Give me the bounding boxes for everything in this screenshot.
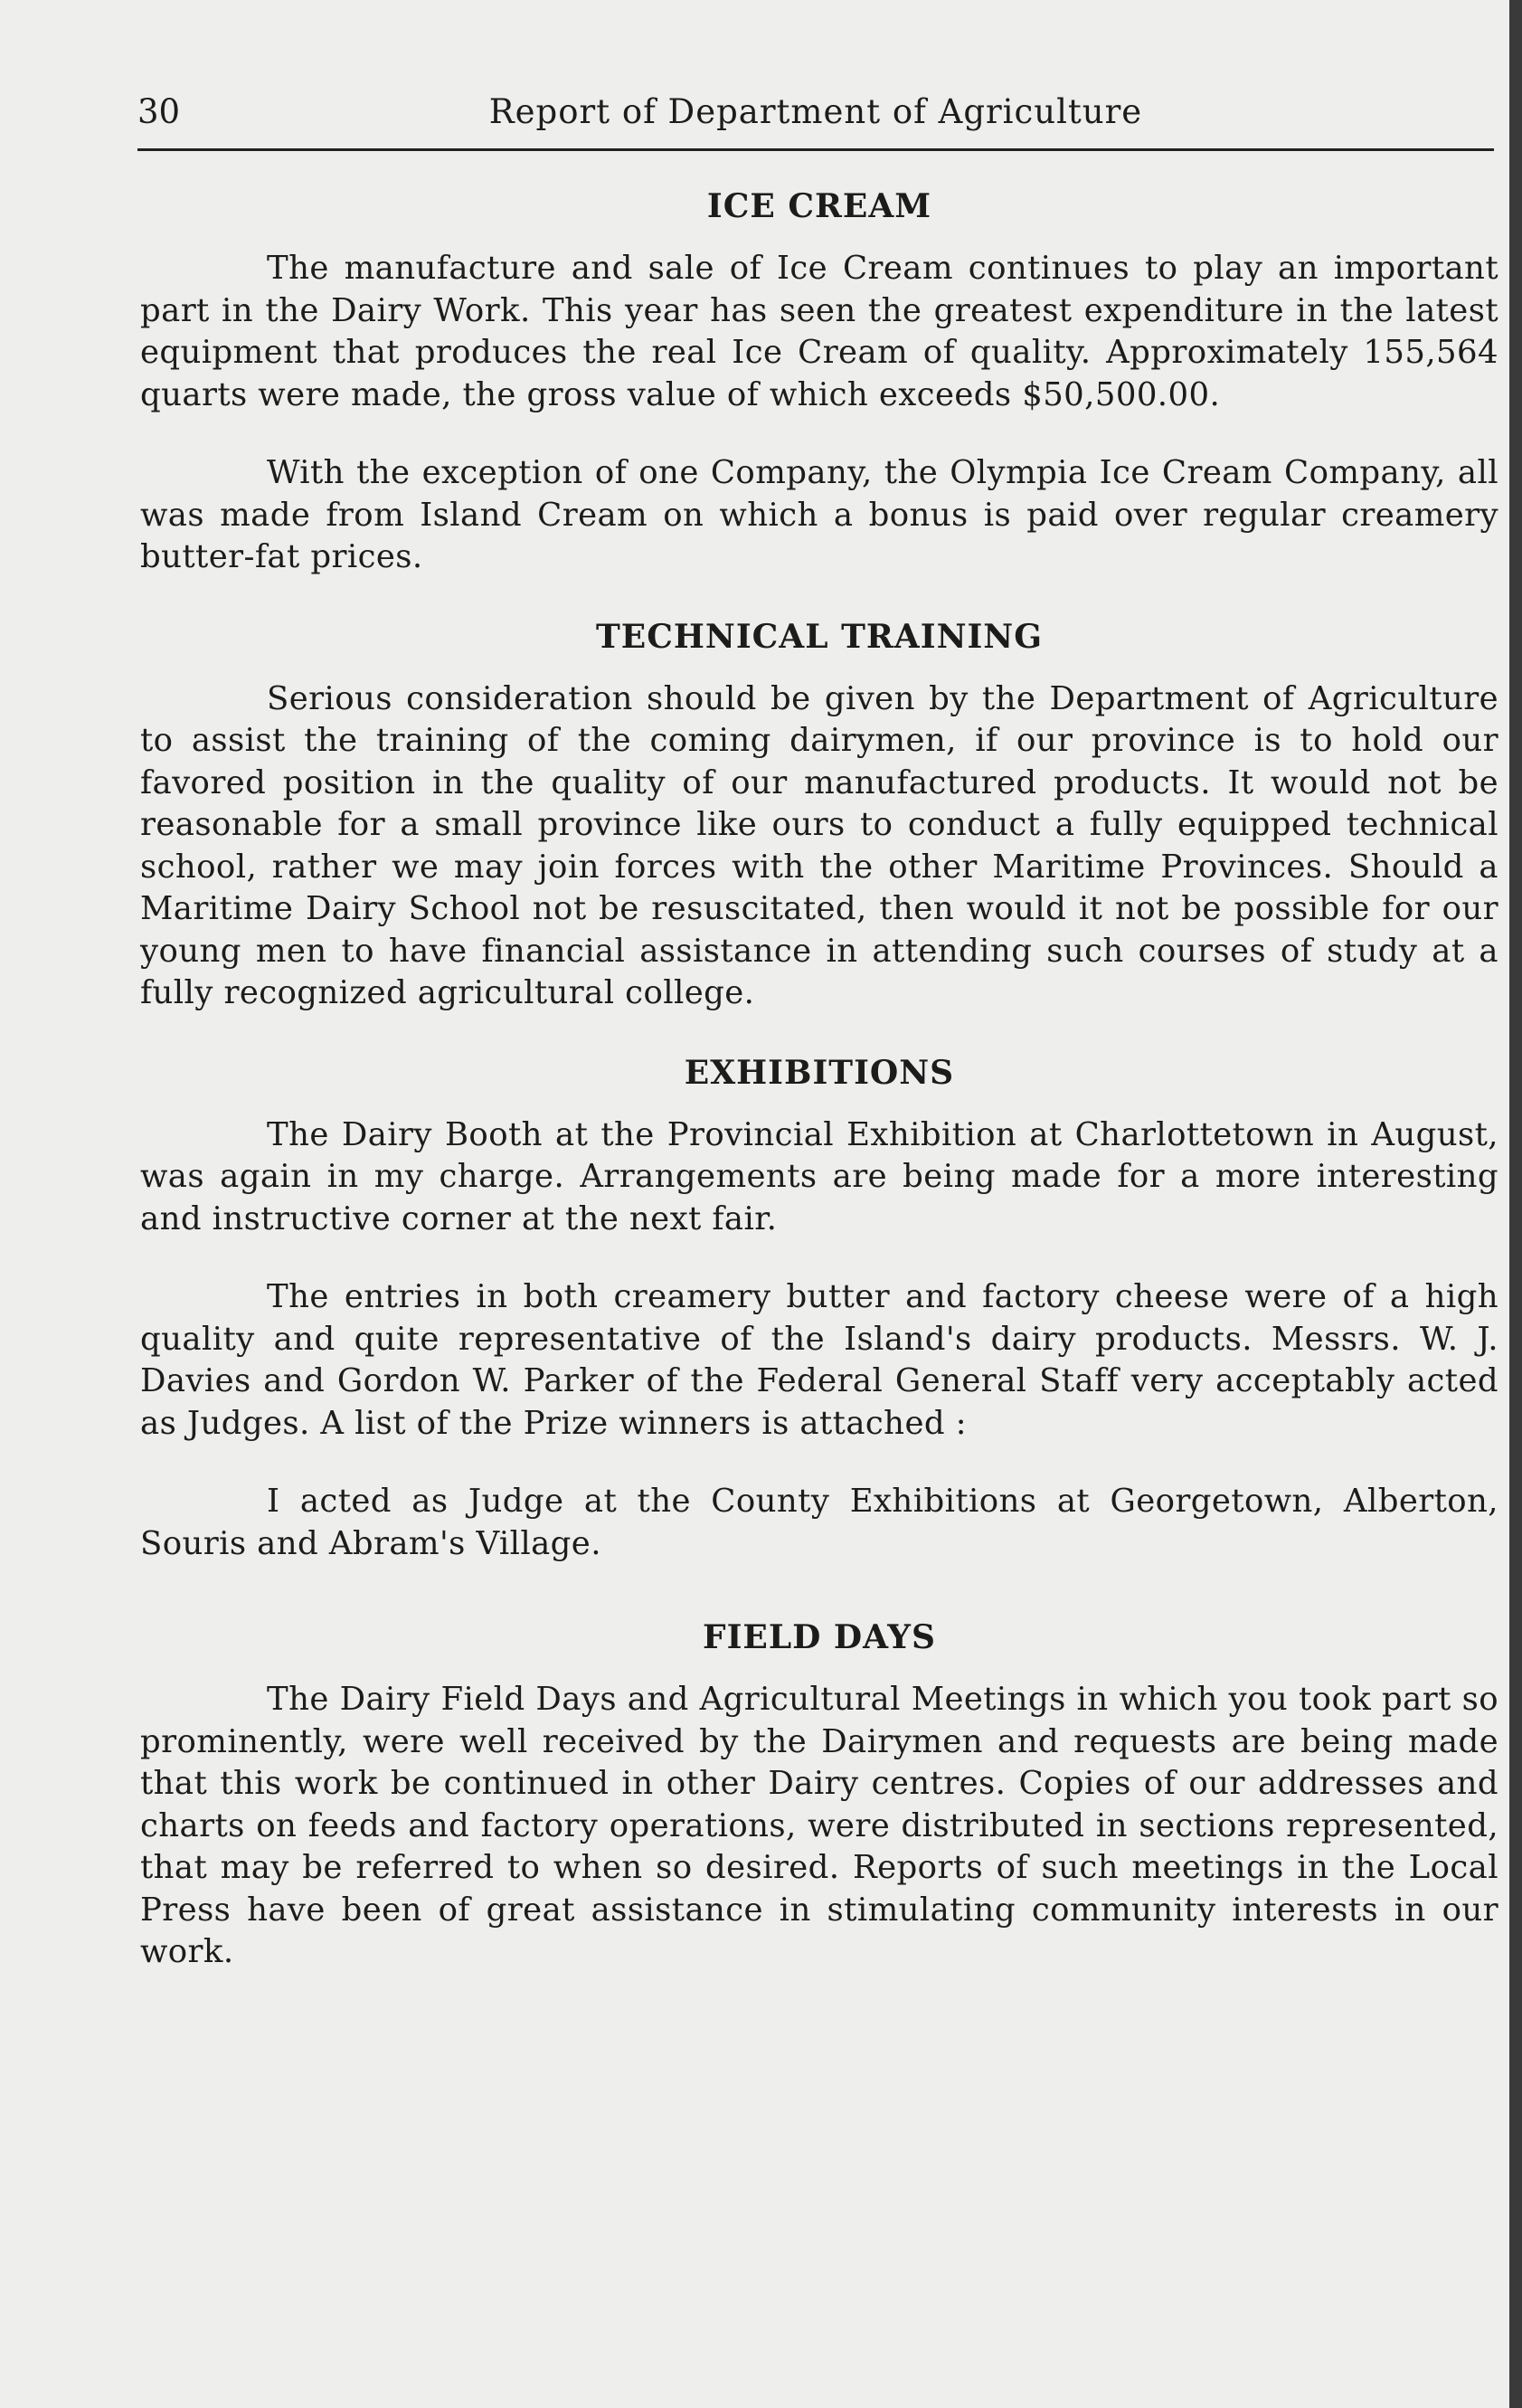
section-heading: FIELD DAYS xyxy=(703,1618,936,1656)
page-body xyxy=(140,185,1498,2010)
page-number: 30 xyxy=(137,92,181,131)
section-technical-training xyxy=(140,615,1498,1015)
paragraph: The Dairy Booth at the Provincial Exhibition at Charlottetown in August, was again in my charge. Arrangements are being made for a more interesting and instructive corner at the next fair. xyxy=(140,1115,1498,1237)
section-heading: ICE CREAM xyxy=(706,187,932,225)
paragraph: Serious consideration should be given by the Department of Agriculture to assist the training of the coming dairymen, if our province is to hold our favored position in the quality of our manufactured products. It would not be reasonable for a small province like ours to conduct a fully equipped technical school, rather we may join forces with the other Maritime Provinces. Should a Maritime Dairy School not be resuscitated, then would it not be possible for our young men to have financial assistance in attending such courses of study at a fully recognized agricultural college. xyxy=(140,679,1498,1011)
paragraph: The manufacture and sale of Ice Cream continues to play an important part in the Dairy Work. This year has seen the greatest expenditure in the latest equipment that produces the real Ice Cream of quality. Approximately 155,564 quarts were made, the gross value of which exceeds $50,500.00. xyxy=(140,250,1498,413)
section-heading: EXHIBITIONS xyxy=(684,1053,955,1092)
section-field-days xyxy=(140,1616,1498,1974)
paragraph: The entries in both creamery butter and factory cheese were of a high quality and quite representative of the Island's dairy products. Messrs. W. J. Davies and Gordon W. Parker of the Federal General Staff very acceptably acted as Judges. A list of the Prize winners is attached : xyxy=(140,1278,1498,1442)
section-exhibitions xyxy=(140,1051,1498,1566)
section-ice-cream xyxy=(140,185,1498,579)
paragraph: With the exception of one Company, the Olympia Ice Cream Company, all was made from Island Cream on which a bonus is paid over regular creamery butter-fat prices. xyxy=(140,454,1498,575)
section-heading: TECHNICAL TRAINING xyxy=(596,617,1043,656)
running-title: Report of Department of Agriculture xyxy=(488,92,1143,131)
page-edge-shadow xyxy=(1509,0,1522,2408)
page-header xyxy=(137,89,1494,143)
paragraph: The Dairy Field Days and Agricultural Meetings in which you took part so prominently, were well received by the Dairymen and requests are being made that this work be continued in other Dairy centres. Copies of our addresses and charts on feeds and factory operations, were distributed in sections represented, that may be referred to when so desired. Reports of such meetings in the Local Press have been of great assistance in stimulating community interests in our work. xyxy=(140,1681,1498,1970)
paragraph: I acted as Judge at the County Exhibitions at Georgetown, Alberton, Souris and Abram's Village. xyxy=(140,1483,1498,1562)
header-rule xyxy=(137,148,1494,151)
